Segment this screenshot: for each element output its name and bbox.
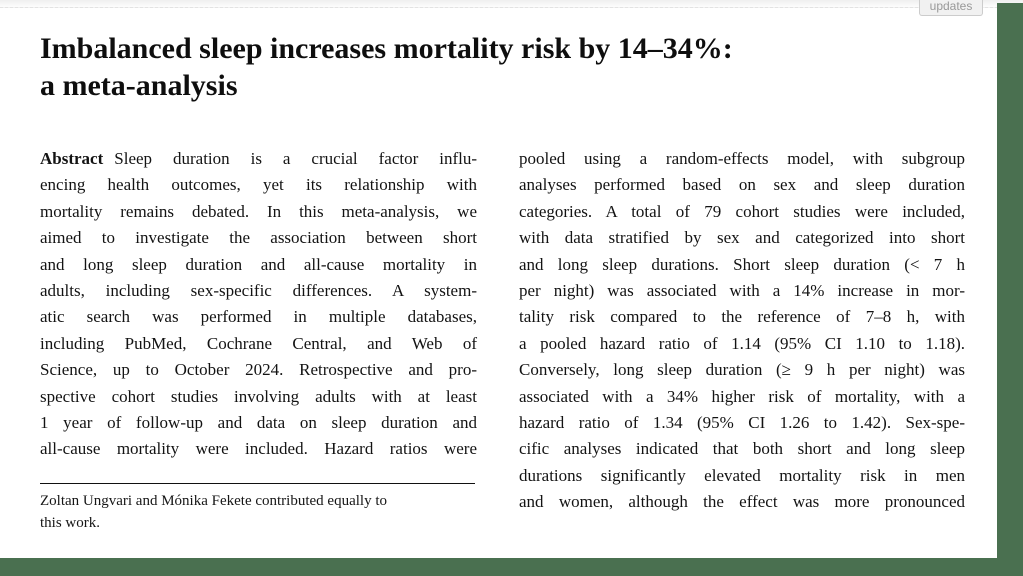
footnote-line: Zoltan Ungvari and Mónika Fekete contributed equally to	[40, 492, 387, 509]
abstract-line: associated with a 34% higher risk of mortality, with a	[519, 386, 965, 406]
footnote-divider	[40, 483, 475, 484]
abstract-line: cific analyses indicated that both short and long sleep	[519, 439, 965, 459]
abstract-line: and long sleep duration and all-cause mortality in	[40, 254, 477, 274]
abstract-line: all-cause mortality were included. Hazard ratios were	[40, 439, 477, 459]
abstract-line: per night) was associated with a 14% increase in mor-	[519, 280, 965, 300]
abstract-right-column	[519, 146, 965, 515]
abstract-line: adults, including sex-specific differences. A system-	[40, 280, 477, 300]
abstract-line: hazard ratio of 1.34 (95% CI 1.26 to 1.42). Sex-spe-	[519, 412, 965, 432]
paper-title-line-2: a meta-analysis	[40, 69, 238, 102]
abstract-line: and women, although the effect was more pronounced	[519, 492, 965, 512]
abstract-label: Abstract	[40, 149, 104, 168]
abstract-line: analyses performed based on sex and sleep duration	[519, 175, 965, 195]
abstract-line: mortality remains debated. In this meta-analysis, we	[40, 201, 477, 221]
abstract-line: and long sleep durations. Short sleep duration (< 7 h	[519, 254, 965, 274]
abstract-first-line-text: Sleep duration is a crucial factor influ-	[114, 149, 477, 168]
abstract-line: a pooled hazard ratio of 1.14 (95% CI 1.10 to 1.18).	[519, 333, 965, 353]
abstract-left-column	[40, 146, 477, 534]
abstract-line: tality risk compared to the reference of 7–8 h, with	[519, 307, 965, 327]
abstract-line: 1 year of follow-up and data on sleep duration and	[40, 412, 477, 432]
abstract-line: spective cohort studies involving adults with at least	[40, 386, 477, 406]
page-top-edge	[0, 0, 1023, 8]
paper-title	[40, 30, 733, 104]
abstract-line: Science, up to October 2024. Retrospective and pro-	[40, 360, 477, 380]
abstract-line: durations significantly elevated mortality risk in men	[519, 465, 965, 485]
abstract-line: atic search was performed in multiple databases,	[40, 307, 477, 327]
background-right-bar	[997, 3, 1023, 576]
abstract-first-line	[40, 146, 477, 172]
abstract-line: categories. A total of 79 cohort studies were included,	[519, 201, 965, 221]
check-for-updates-badge[interactable]: updates	[919, 0, 983, 16]
abstract-line: pooled using a random-effects model, with subgroup	[519, 149, 965, 168]
abstract-line: with data stratified by sex and categorized into short	[519, 228, 965, 248]
background-bottom-bar	[0, 558, 1023, 576]
abstract-line: including PubMed, Cochrane Central, and Web of	[40, 333, 477, 353]
abstract-line: Conversely, long sleep duration (≥ 9 h per night) was	[519, 360, 965, 380]
footnote	[40, 490, 477, 534]
paper-title-line-1: Imbalanced sleep increases mortality risk by 14–34%:	[40, 32, 733, 65]
footnote-line: this work.	[40, 514, 100, 531]
abstract-line: aimed to investigate the association between short	[40, 228, 477, 248]
abstract-line: encing health outcomes, yet its relationship with	[40, 175, 477, 195]
